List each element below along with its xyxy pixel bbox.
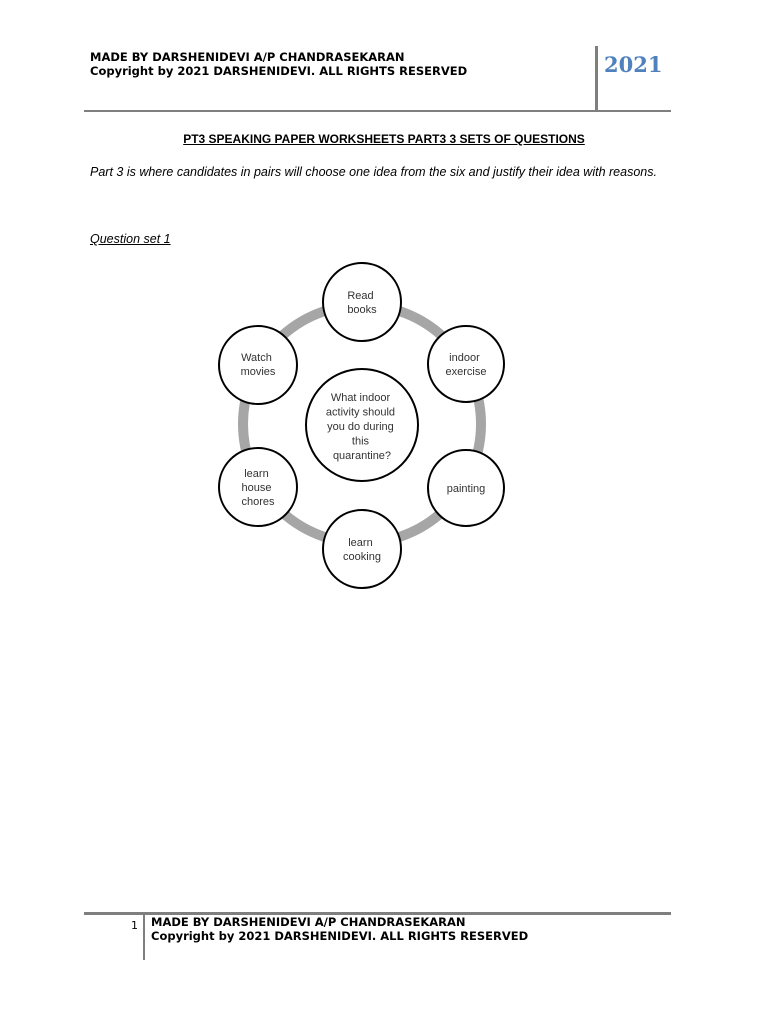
center-label-line: What indoor [330,392,391,404]
idea-circle [428,326,504,402]
center-question-node [306,369,418,481]
idea-circle [323,510,401,588]
idea-label-line: learn [244,468,269,480]
idea-label-line: books [347,304,377,316]
idea-label [447,483,486,495]
idea-label-line: cooking [343,551,381,563]
idea-circle [323,263,401,341]
page-number: 1 [131,919,138,932]
header-year: 2021 [604,52,663,77]
idea-node-1 [323,263,401,341]
idea-label-line: house [241,482,272,494]
center-label-line: quarantine? [332,450,392,462]
idea-label-line: Read [347,290,374,302]
center-label-line: this [351,435,370,448]
question-set-heading: Question set 1 [90,232,171,246]
intro-paragraph: Part 3 is where candidates in pairs will choose one idea from the six and justify their idea with reasons. [90,165,657,179]
idea-label-line: exercise [445,366,487,378]
idea-label [241,468,275,508]
center-label-line: activity should [325,406,396,419]
idea-circle [219,326,297,404]
idea-node-6 [219,326,297,404]
idea-node-4 [323,510,401,588]
page-footer [151,915,528,943]
center-question-label [326,392,398,462]
idea-node-2 [428,326,504,402]
idea-label-line: indoor [449,352,480,364]
footer-copyright: Copyright by 2021 DARSHENIDEVI. ALL RIGHTS RESERVED [151,929,529,943]
idea-label-line: learn [348,537,373,549]
idea-label-line: Watch [241,352,272,364]
idea-label-line: painting [446,483,486,495]
header-copyright: Copyright by 2021 DARSHENIDEVI. ALL RIGHTS RESERVED [90,64,468,78]
idea-node-5 [219,448,297,526]
document-title: PT3 SPEAKING PAPER WORKSHEETS PART3 3 SETS OF QUESTIONS [183,132,585,146]
idea-node-3 [428,450,504,526]
idea-label-line: movies [240,366,276,378]
header-author: MADE BY DARSHENIDEVI A/P CHANDRASEKARAN [90,50,405,64]
footer-author: MADE BY DARSHENIDEVI A/P CHANDRASEKARAN [151,915,466,929]
idea-label-line: chores [241,496,275,508]
footer-divider-vertical [143,914,145,960]
center-label-line: you do during [327,421,394,433]
